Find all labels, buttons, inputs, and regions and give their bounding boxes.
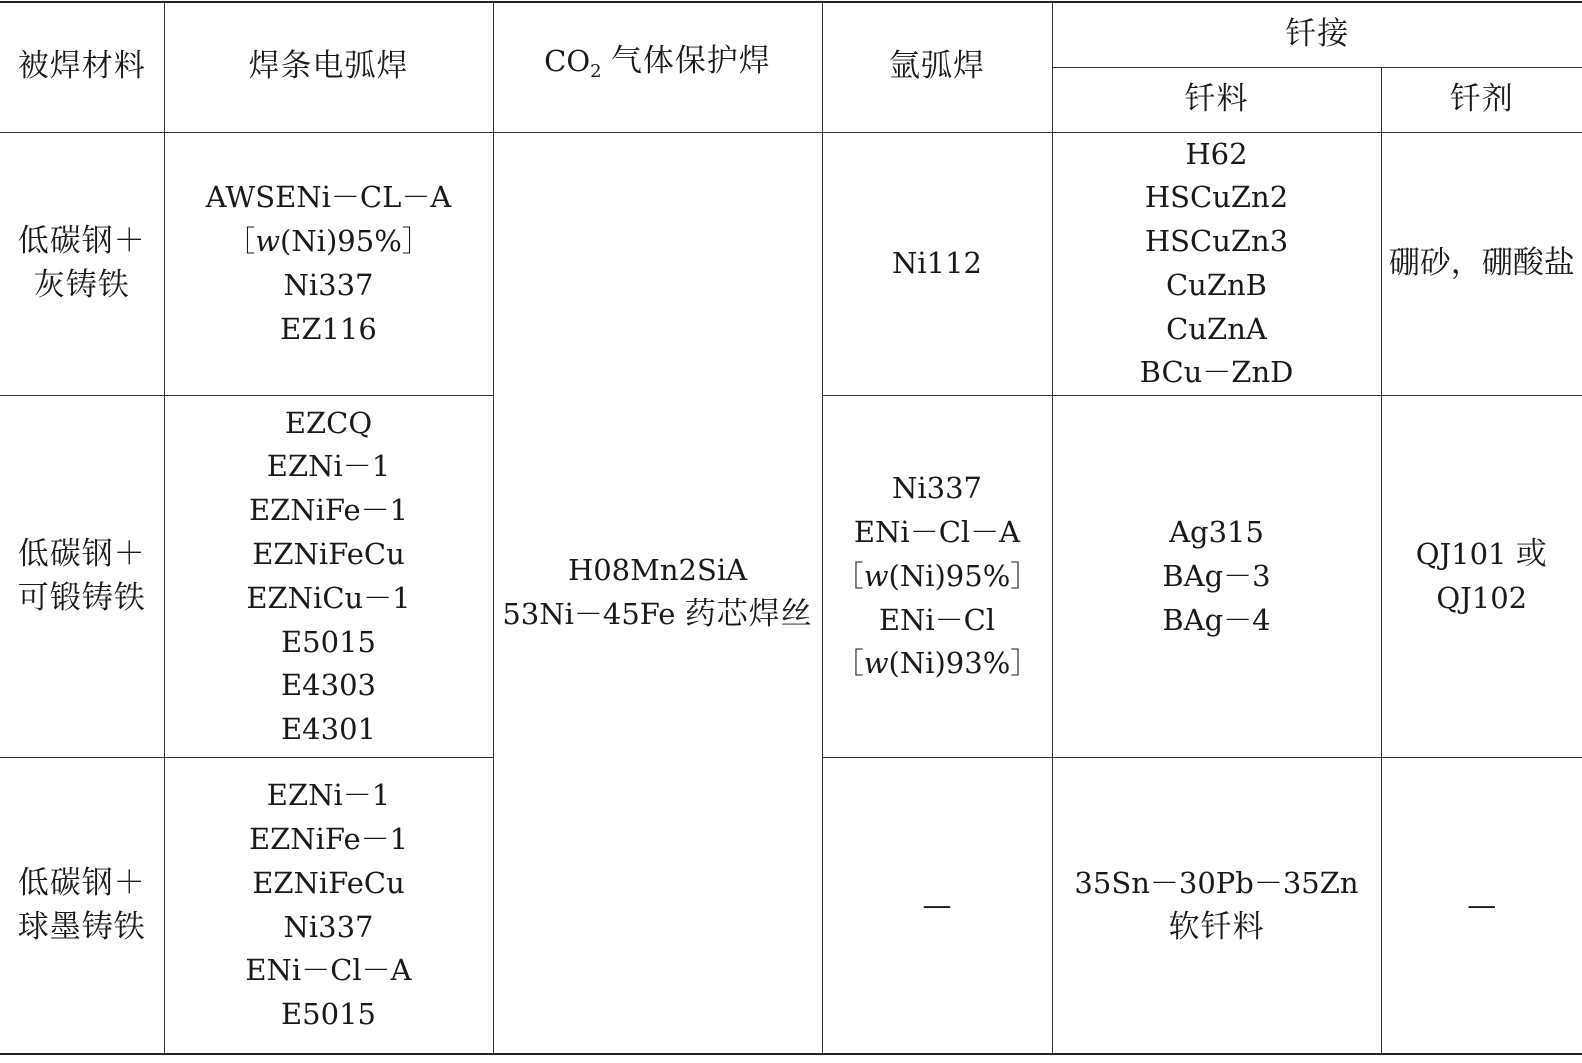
co2-line2-code: 53Ni－45Fe <box>502 596 676 631</box>
row1-filler-item: CuZnB <box>1165 267 1267 302</box>
row2-filler-item: Ag315 <box>1169 515 1264 550</box>
row1-material-line2: 灰铸铁 <box>33 266 130 303</box>
row3-flux: — <box>1381 758 1582 1054</box>
row1-argon: Ni112 <box>822 132 1052 396</box>
bracket-open: ［ <box>834 558 864 593</box>
row1-filler <box>1052 132 1381 396</box>
row2-filler <box>1052 396 1381 758</box>
row2-flux <box>1381 396 1582 758</box>
co2-shared-cell <box>493 132 822 1054</box>
row2-flux-code: QJ101 <box>1415 536 1507 571</box>
co2-line1: H08Mn2SiA <box>567 552 748 587</box>
row2-filler-item: BAg－3 <box>1162 558 1271 593</box>
header-filler: 钎料 <box>1052 67 1381 132</box>
row3-electrode-item: ENi－Cl－A <box>245 953 412 988</box>
header-row-1 <box>0 2 1582 67</box>
row2-flux-or: 或 <box>1515 535 1548 572</box>
row1-filler-item: HSCuZn2 <box>1144 180 1289 215</box>
row2-electrode-item: E4303 <box>281 668 376 703</box>
mass-fraction-symbol: w <box>863 646 889 681</box>
row1-filler-item: CuZnA <box>1166 311 1267 346</box>
co2-suffix: 气体保护焊 <box>610 43 771 80</box>
header-co2-welding <box>493 2 822 132</box>
row2-material-line2: 可锻铸铁 <box>17 579 146 616</box>
welding-materials-table <box>0 1 1582 1055</box>
mass-fraction-value: (Ni)93% <box>888 646 1011 681</box>
header-argon-arc: 氩弧焊 <box>822 2 1052 132</box>
bracket-close: ］ <box>401 224 431 259</box>
row1-filler-item: HSCuZn3 <box>1144 224 1289 259</box>
row3-material <box>0 758 164 1054</box>
bracket-open: ［ <box>226 224 256 259</box>
row2-electrode-item: EZNiFeCu <box>252 536 405 571</box>
table-row-1 <box>0 132 1582 396</box>
row3-filler-line2: 软钎料 <box>1168 908 1265 945</box>
bracket-close: ］ <box>1010 558 1040 593</box>
row2-electrode-item: E4301 <box>281 712 376 747</box>
mass-fraction-symbol: w <box>255 224 281 259</box>
row2-flux-line1 <box>1382 533 1582 577</box>
row1-filler-item: H62 <box>1185 136 1248 171</box>
row3-electrode-item: EZNiFe－1 <box>248 821 409 856</box>
row2-electrode <box>164 396 493 758</box>
row2-argon-line5 <box>823 642 1052 686</box>
row2-electrode-item: EZNiCu－1 <box>246 580 411 615</box>
header-electrode-arc: 焊条电弧焊 <box>164 2 493 132</box>
row3-material-line1: 低碳钢＋ <box>17 864 146 901</box>
row2-material-line1: 低碳钢＋ <box>17 535 146 572</box>
row2-argon-line4: ENi－Cl <box>878 602 996 637</box>
row3-electrode-item: EZNiFeCu <box>252 865 405 900</box>
header-material: 被焊材料 <box>0 2 164 132</box>
row2-argon <box>822 396 1052 758</box>
row2-filler-item: BAg－4 <box>1162 602 1271 637</box>
row1-flux: 硼砂，硼酸盐 <box>1381 132 1582 396</box>
co2-label: CO <box>544 44 591 79</box>
row2-flux-line2: QJ102 <box>1436 580 1528 615</box>
row3-filler-line1: 35Sn－30Pb－35Zn <box>1074 865 1359 900</box>
row2-electrode-item: EZNiFe－1 <box>248 493 409 528</box>
bracket-open: ［ <box>834 646 864 681</box>
header-brazing: 钎接 <box>1052 2 1582 67</box>
row1-electrode-line3: Ni337 <box>283 267 374 302</box>
row1-filler-item: BCu－ZnD <box>1139 355 1294 390</box>
row2-electrode-item: EZNi－1 <box>266 449 391 484</box>
row1-electrode-line1: AWSENi－CL－A <box>205 180 452 215</box>
mass-fraction-symbol: w <box>863 558 889 593</box>
row2-argon-line1: Ni337 <box>891 471 982 506</box>
header-flux: 钎剂 <box>1381 67 1582 132</box>
row1-electrode-line4: EZ116 <box>280 311 377 346</box>
row2-material <box>0 396 164 758</box>
row1-material-line1: 低碳钢＋ <box>17 223 146 260</box>
row3-electrode-item: EZNi－1 <box>266 778 391 813</box>
row1-material <box>0 132 164 396</box>
bracket-close: ］ <box>1010 646 1040 681</box>
row3-argon: — <box>822 758 1052 1054</box>
row3-electrode <box>164 758 493 1054</box>
co2-line2 <box>494 593 822 637</box>
co2-subscript: 2 <box>590 61 602 83</box>
mass-fraction-value: (Ni)95% <box>280 224 402 259</box>
row2-electrode-item: E5015 <box>281 624 376 659</box>
row1-electrode <box>164 132 493 396</box>
row3-electrode-item: E5015 <box>281 997 376 1032</box>
row1-electrode-line2 <box>165 220 493 264</box>
row2-argon-line3 <box>823 555 1052 599</box>
row3-filler <box>1052 758 1381 1054</box>
row3-material-line2: 球墨铸铁 <box>17 908 146 945</box>
co2-line2-text: 药芯焊丝 <box>684 595 813 632</box>
row2-argon-line2: ENi－Cl－A <box>853 515 1021 550</box>
mass-fraction-value: (Ni)95% <box>888 558 1011 593</box>
row3-electrode-item: Ni337 <box>283 909 374 944</box>
row2-electrode-item: EZCQ <box>284 405 373 440</box>
